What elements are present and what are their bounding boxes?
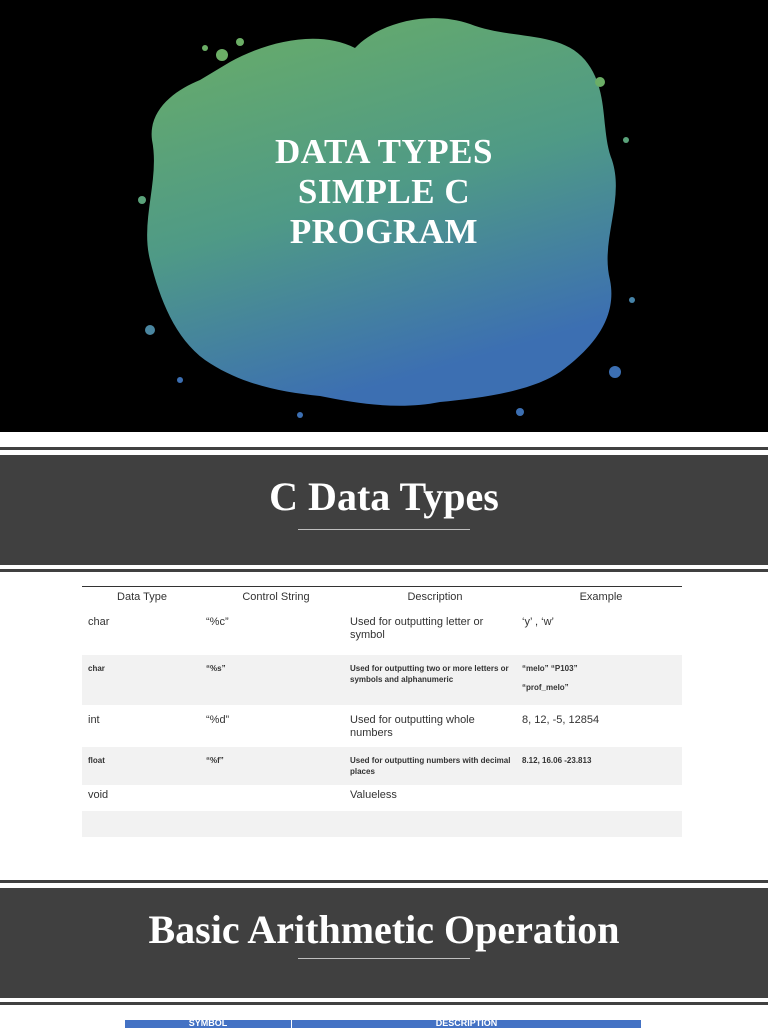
cell-description: Used for outputting letter or symbol [350,616,484,641]
slide-separator [0,1002,768,1005]
table-row [82,655,682,705]
title-line: SIMPLE C [297,172,471,211]
cell-description: Used for outputting numbers with decimal places [350,756,511,776]
table-row [82,607,682,655]
title-slide [0,0,768,432]
heading-underline [298,958,470,959]
table-row [82,811,682,837]
table-header-row [82,587,682,607]
cell-type: char [88,616,110,628]
example-line: “melo” “P103” [522,664,578,673]
cell-example [520,820,682,837]
cell-description: Valueless [350,789,397,801]
example-line: “prof_melo” [522,683,569,692]
cell-control: “%d” [206,714,230,726]
cell-type: int [88,714,100,726]
cell-control: “%s” [206,664,226,673]
cell-type: float [88,756,105,765]
slide-separator [0,880,768,883]
cell-description: Used for outputting two or more letters or symbols and alphanumeric [350,664,509,684]
cell-type: char [88,664,105,673]
arithmetic-table-header [125,1020,641,1028]
slide-heading: C Data Types [269,474,499,519]
cell-example [520,663,682,705]
column-header: SYMBOL [125,1020,292,1028]
column-header: Control String [242,591,310,603]
cell-description [350,820,520,837]
cell-example [520,789,682,811]
cell-control: “%c” [206,616,229,628]
column-header: Data Type [117,591,167,603]
slide-separator [0,569,768,572]
cell-example: 8, 12, -5, 12854 [522,714,600,726]
table-row [82,785,682,811]
table-row [82,747,682,785]
slide-separator [0,447,768,450]
title-line: PROGRAM [289,212,479,251]
column-header: DESCRIPTION [435,1020,498,1028]
data-types-header-band [0,455,768,565]
arithmetic-header-band [0,888,768,998]
cell-example: 8.12, 16.06 -23.813 [522,756,592,765]
title-line: DATA TYPES [275,132,493,171]
cell-control [202,820,350,837]
cell-description: Used for outputting whole numbers [350,714,475,739]
cell-control [202,789,350,811]
cell-type [82,820,202,837]
table-row [82,705,682,747]
data-types-table [82,586,682,837]
heading-underline [298,529,470,530]
presentation-title [184,132,584,252]
cell-control: “%f” [206,756,224,765]
column-header: Description [407,591,463,603]
cell-type: void [88,789,109,801]
cell-example: ‘y’ , ‘w’ [522,616,554,628]
slide-heading: Basic Arithmetic Operation [148,907,620,952]
column-header: Example [579,591,623,603]
